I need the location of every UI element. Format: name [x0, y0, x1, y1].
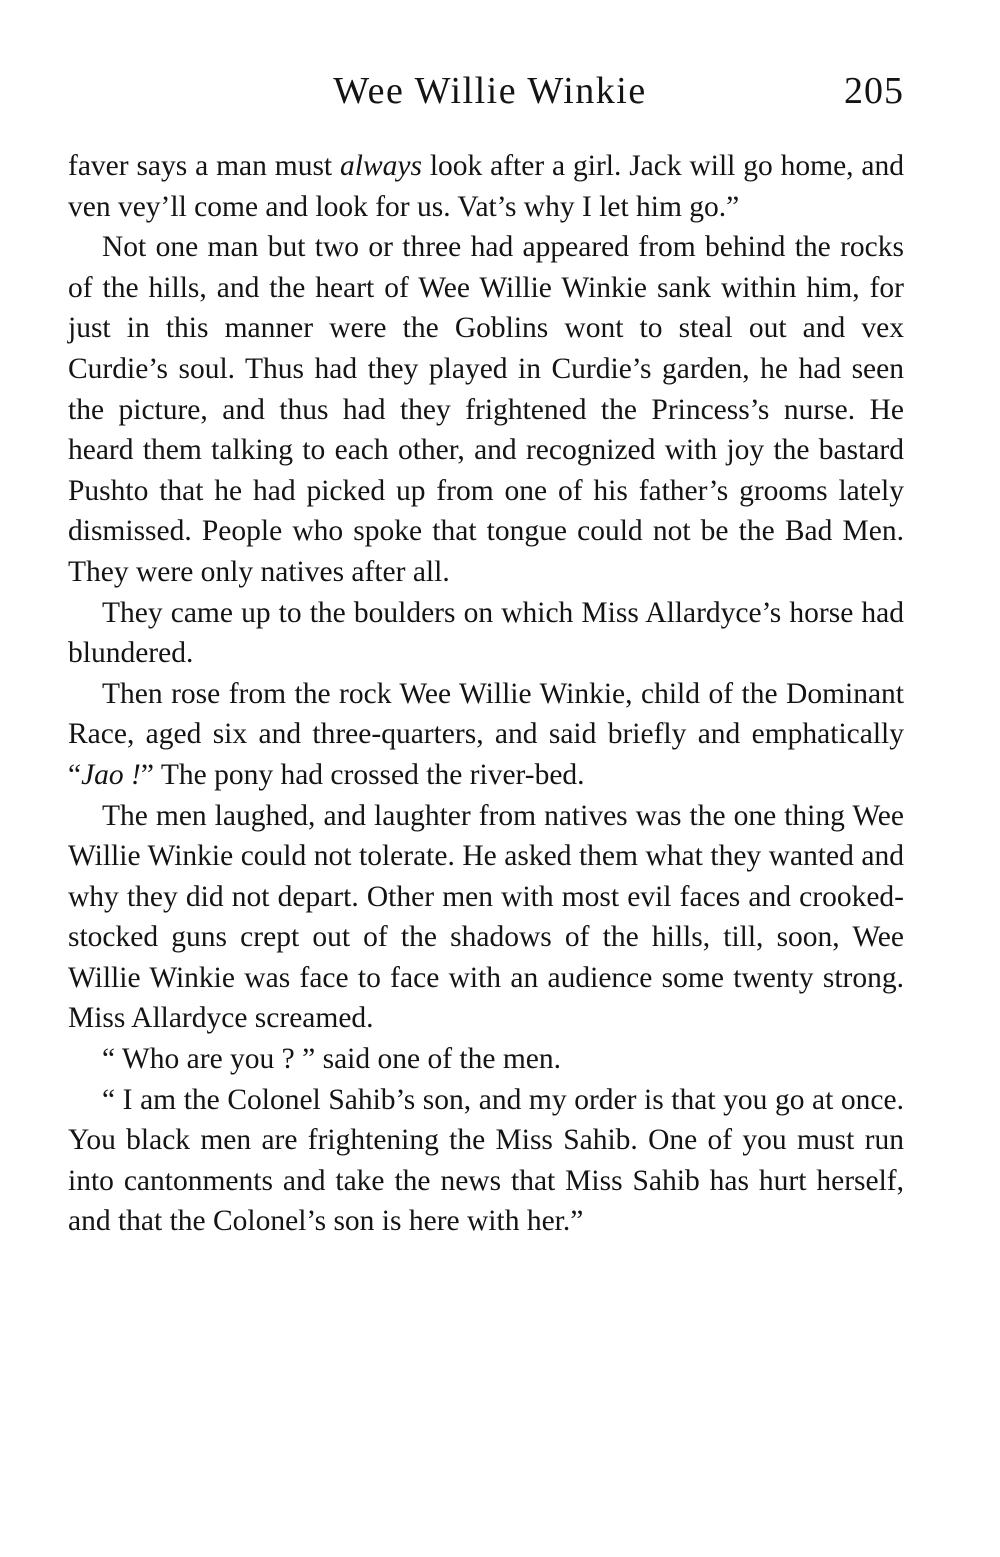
- paragraph-1-text-after: look after a girl. Jack will go home, and ven vey’ll come and look for us. Vat’s why I let him go.”: [68, 150, 904, 223]
- paragraph-4: [68, 674, 904, 796]
- paragraph-7: “ I am the Colonel Sahib’s son, and my order is that you go at once. You black men are frightening the Miss Sahib. One of you must run into cantonments and take the news that Miss Sahib has hurt herself, and that the Colonel’s son is here with her.”: [68, 1083, 904, 1238]
- paragraph-2: Not one man but two or three had appeared from behind the rocks of the hills, and the heart of Wee Willie Winkie sank within him, for just in this manner were the Goblins wont to steal out and vex Curdie’s soul. Thus had they played in Curdie’s garden, he had seen the picture, and thus had they frightened the Princess’s nurse. He heard them talking to each other, and recognized with joy the bastard Pushto that he had picked up from one of his father’s grooms lately dismissed. People who spoke that tongue could not be the Bad Men. They were only natives after all.: [68, 231, 904, 588]
- paragraph-5: The men laughed, and laughter from natives was the one thing Wee Willie Winkie could not tolerate. He asked them what they wanted and why they did not depart. Other men with most evil faces and crooked-stocked guns crept out of the shadows of the hills, till, soon, Wee Willie Winkie was face to face with an audience some twenty strong. Miss Allardyce screamed.: [68, 799, 904, 1035]
- paragraph-1-emphasis: always: [340, 150, 422, 182]
- paragraph-4-text-before: Then rose from the rock Wee Willie Winkie, child of the Dominant Race, aged six and three-quarters, and said briefly and emphatically “: [68, 677, 904, 791]
- paragraph-4-text-after: ” The pony had crossed the river-bed.: [140, 758, 585, 791]
- paragraph-3: They came up to the boulders on which Miss Allardyce’s horse had blundered.: [68, 596, 904, 670]
- paragraph-1-text-before: faver says a man must: [68, 150, 340, 182]
- running-title: Wee Willie Winkie: [333, 70, 647, 112]
- paragraph-4-emphasis: Jao !: [81, 758, 141, 791]
- paragraph-6: “ Who are you ? ” said one of the men.: [102, 1043, 561, 1076]
- paragraph-1: [68, 146, 904, 227]
- running-head: [0, 66, 1000, 116]
- page-number: 205: [844, 70, 904, 112]
- body-text: [68, 146, 904, 1242]
